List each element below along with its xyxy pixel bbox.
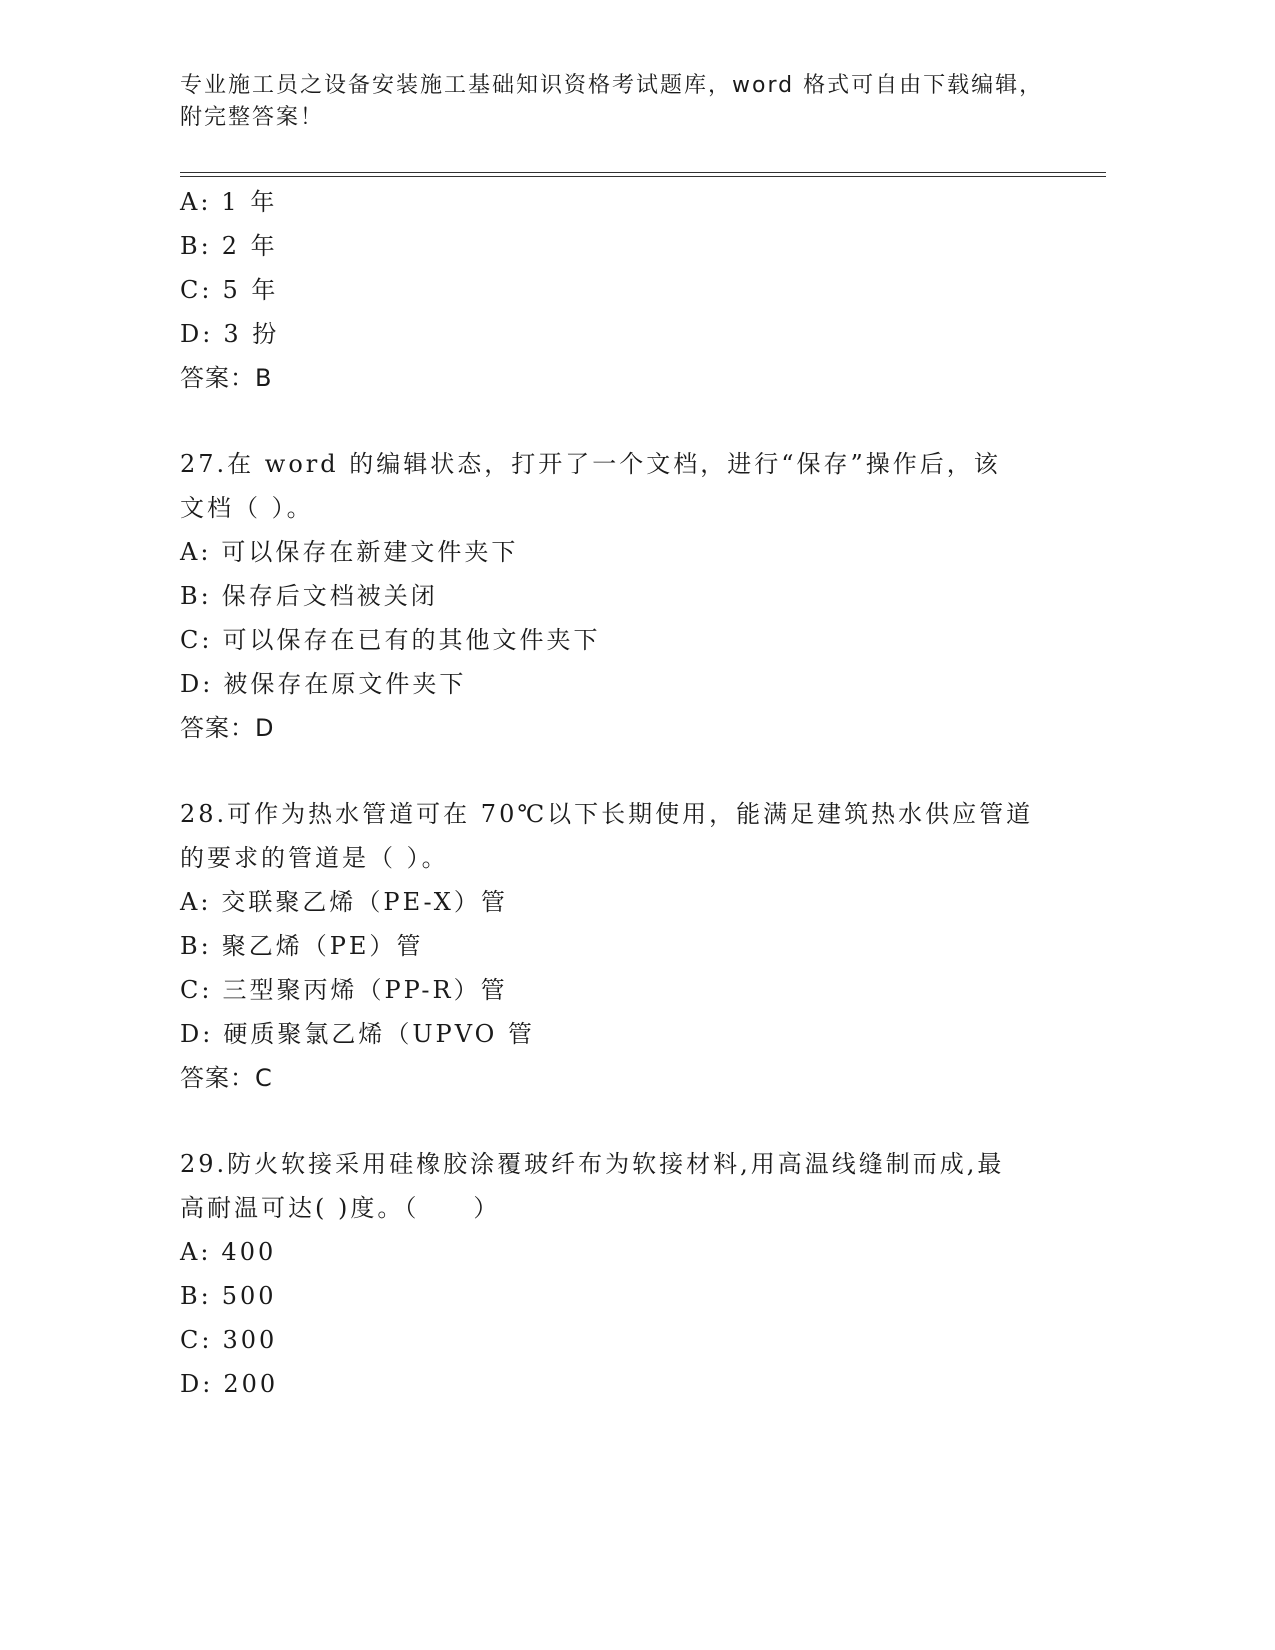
option-d xyxy=(180,662,1060,706)
answer-line: 答案：B xyxy=(180,364,273,392)
header-line-1: 专业施工员之设备安装施工基础知识资格考试题库，word 格式可自由下载编辑， xyxy=(180,73,1044,98)
question-stem-line-1: 28.可作为热水管道可在 70℃以下长期使用，能满足建筑热水供应管道 xyxy=(180,800,1034,828)
option-letter: A: xyxy=(180,538,212,566)
document-header xyxy=(180,70,1060,134)
option-letter: D: xyxy=(180,670,214,698)
answer-line: 答案：C xyxy=(180,1064,273,1092)
question-stem-line-1: 29.防火软接采用硅橡胶涂覆玻纤布为软接材料,用高温线缝制而成,最 xyxy=(180,1150,1005,1178)
option-c xyxy=(180,618,1060,662)
option-text: 5 年 xyxy=(222,276,279,304)
option-letter: A: xyxy=(180,188,212,216)
option-text: 200 xyxy=(223,1370,279,1398)
question-stem-line-1: 27.在 word 的编辑状态，打开了一个文档，进行“保存”操作后，该 xyxy=(180,450,1001,478)
option-text: 300 xyxy=(222,1326,278,1354)
option-text: 保存后文档被关闭 xyxy=(221,582,438,610)
question-list xyxy=(180,180,1060,1406)
option-text: 可以保存在新建文件夹下 xyxy=(221,538,519,566)
question-29 xyxy=(180,1142,1060,1406)
header-divider-bottom xyxy=(180,176,1106,177)
option-text: 聚乙烯（PE）管 xyxy=(221,932,424,960)
option-b xyxy=(180,224,1060,268)
option-letter: D: xyxy=(180,1370,214,1398)
option-text: 被保存在原文件夹下 xyxy=(223,670,467,698)
option-b xyxy=(180,1274,1060,1318)
question-26 xyxy=(180,180,1060,400)
option-c xyxy=(180,268,1060,312)
header-divider-top xyxy=(180,172,1106,173)
option-a xyxy=(180,530,1060,574)
option-text: 三型聚丙烯（PP-R）管 xyxy=(222,976,508,1004)
option-letter: B: xyxy=(180,932,212,960)
option-letter: B: xyxy=(180,582,212,610)
question-27 xyxy=(180,442,1060,750)
option-c xyxy=(180,1318,1060,1362)
option-c xyxy=(180,968,1060,1012)
option-letter: D: xyxy=(180,320,214,348)
question-stem-line-2: 文档（ ）。 xyxy=(180,494,314,522)
header-line-2: 附完整答案！ xyxy=(180,105,325,130)
option-text: 交联聚乙烯（PE-X）管 xyxy=(221,888,508,916)
option-d xyxy=(180,1012,1060,1056)
option-text: 可以保存在已有的其他文件夹下 xyxy=(222,626,601,654)
option-d xyxy=(180,1362,1060,1406)
option-a xyxy=(180,1230,1060,1274)
answer-line: 答案：D xyxy=(180,714,275,742)
option-letter: D: xyxy=(180,1020,214,1048)
question-stem-line-2: 高耐温可达( )度。（ ） xyxy=(180,1194,501,1222)
option-letter: C: xyxy=(180,626,213,654)
option-text: 1 年 xyxy=(221,188,278,216)
option-letter: C: xyxy=(180,276,213,304)
option-letter: A: xyxy=(180,888,212,916)
spacer xyxy=(180,400,1060,442)
option-text: 硬质聚氯乙烯（UPVO 管 xyxy=(223,1020,535,1048)
option-text: 400 xyxy=(221,1238,277,1266)
option-b xyxy=(180,924,1060,968)
option-d xyxy=(180,312,1060,356)
spacer xyxy=(180,750,1060,792)
option-b xyxy=(180,574,1060,618)
option-letter: B: xyxy=(180,1282,212,1310)
question-stem-line-2: 的要求的管道是（ ）。 xyxy=(180,844,449,872)
option-letter: C: xyxy=(180,976,213,1004)
question-28 xyxy=(180,792,1060,1100)
option-text: 2 年 xyxy=(221,232,278,260)
option-text: 500 xyxy=(221,1282,277,1310)
option-text: 3 扮 xyxy=(223,320,280,348)
option-letter: B: xyxy=(180,232,212,260)
option-letter: C: xyxy=(180,1326,213,1354)
option-a xyxy=(180,880,1060,924)
spacer xyxy=(180,1100,1060,1142)
option-letter: A: xyxy=(180,1238,212,1266)
option-a xyxy=(180,180,1060,224)
